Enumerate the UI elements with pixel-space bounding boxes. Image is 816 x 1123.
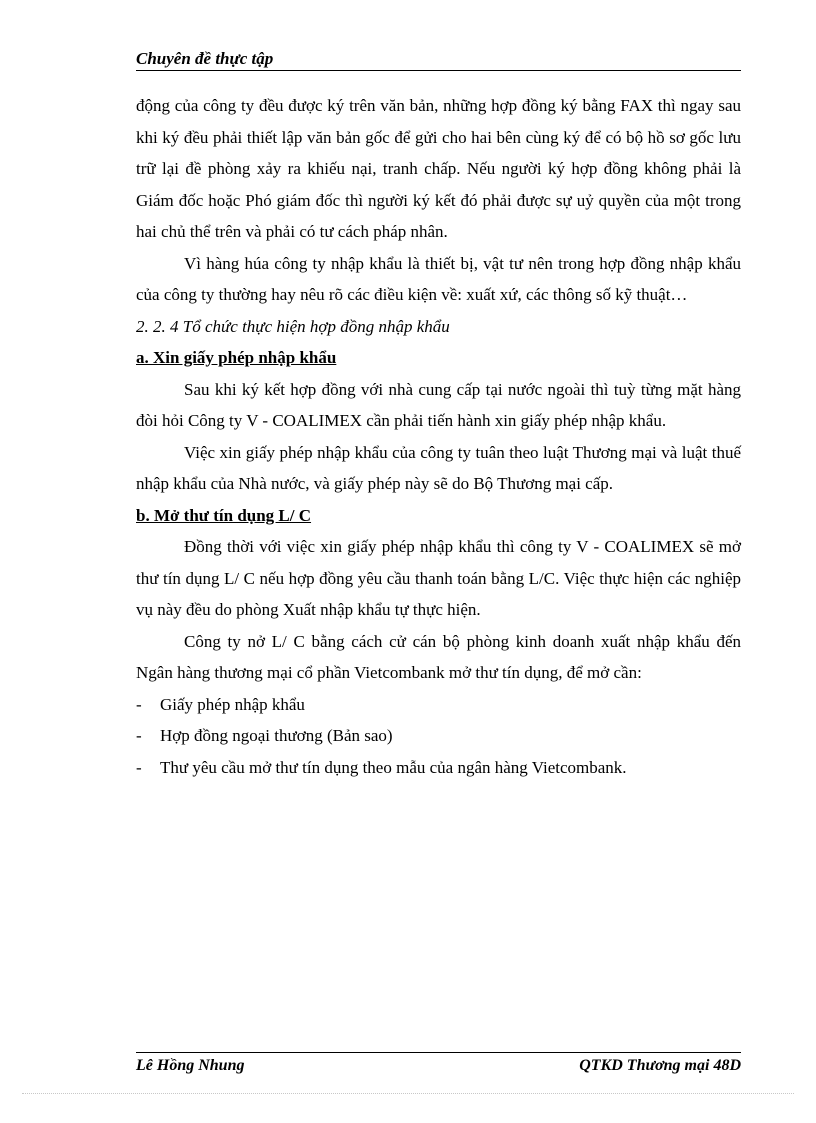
- header-title: Chuyên đề thực tập: [136, 49, 274, 68]
- paragraph-6: Công ty nở L/ C bằng cách cử cán bộ phòng kinh doanh xuất nhập khẩu đến Ngân hàng thương mại cổ phần Vietcombank mở thư tín dụng, để mở cần:: [136, 631, 741, 682]
- list-item: - Giấy phép nhập khẩu: [136, 689, 741, 721]
- page-footer: [136, 1052, 741, 1079]
- page-header: [136, 48, 741, 71]
- requirements-list: [136, 689, 741, 784]
- paragraph-1: động của công ty đều được ký trên văn bản, những hợp đồng ký bằng FAX thì ngay sau khi ký đều phải thiết lập văn bản gốc để gửi cho hai bên cùng ký để có bộ hồ sơ gốc lưu trữ lại đề phòng xảy ra khiếu nại, tranh chấp. Nếu người ký hợp đồng không phải là Giám đốc hoặc Phó giám đốc thì người ký kết đó phải được sự uỷ quyền của một trong hai chủ thể trên và phải có tư cách pháp nhân.: [136, 96, 741, 241]
- list-dash: -: [136, 757, 142, 777]
- list-dash: -: [136, 694, 142, 714]
- subheading-a: a. Xin giấy phép nhập khẩu: [136, 348, 337, 367]
- subheading-b: b. Mở thư tín dụng L/ C: [136, 505, 312, 525]
- paragraph-2: Vì hàng húa công ty nhập khẩu là thiết bị, vật tư nên trong hợp đồng nhập khẩu của công ty thường hay nêu rõ các điều kiện về: xuất xứ, các thông số kỹ thuật…: [136, 253, 741, 304]
- footer-class: QTKD Thương mại 48D: [579, 1057, 741, 1074]
- list-item: - Thư yêu cầu mở thư tín dụng theo mẫu của ngân hàng Vietcombank.: [136, 752, 741, 784]
- list-item: - Hợp đồng ngoại thương (Bản sao): [136, 720, 741, 752]
- paragraph-3: Sau khi ký kết hợp đồng với nhà cung cấp tại nước ngoài thì tuỳ từng mặt hàng đòi hỏi Công ty V - COALIMEX cần phải tiến hành xin giấy phép nhập khẩu.: [136, 379, 741, 430]
- section-heading: 2. 2. 4 Tổ chức thực hiện hợp đồng nhập khẩu: [136, 316, 450, 336]
- document-body: [136, 90, 741, 783]
- footer-author: Lê Hồng Nhung: [136, 1057, 245, 1074]
- page-edge-divider: [22, 1093, 794, 1094]
- list-dash: -: [136, 726, 142, 745]
- paragraph-5: Đồng thời với việc xin giấy phép nhập khẩu thì công ty V - COALIMEX sẽ mở thư tín dụng L/ C nếu hợp đồng yêu cầu thanh toán bằng L/C. Việc thực hiện các nghiệp vụ này đều do phòng Xuất nhập khẩu tự thực hiện.: [136, 537, 741, 619]
- paragraph-4: Việc xin giấy phép nhập khẩu của công ty tuân theo luật Thương mại và luật thuế nhập khẩu của Nhà nước, và giấy phép này sẽ do Bộ Thương mại cấp.: [136, 442, 741, 493]
